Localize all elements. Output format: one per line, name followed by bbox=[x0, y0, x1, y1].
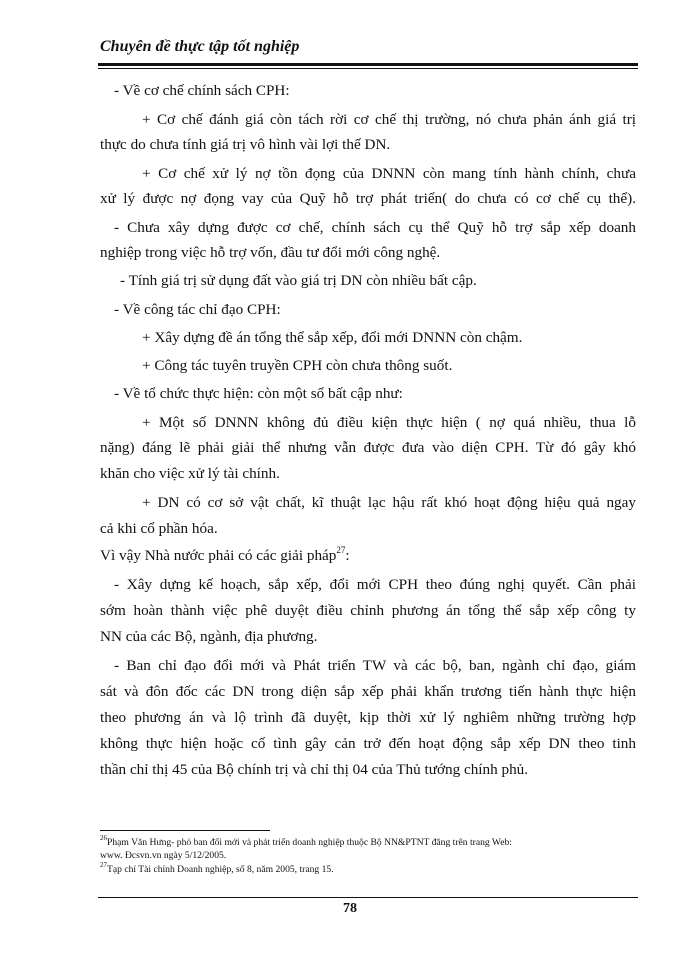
implementation-item-1-line-2: nặng) đáng lẽ phải giải thể nhưng vẫn được đưa vào diện CPH. Từ đó gây khó bbox=[100, 439, 636, 456]
footnote-27-text: Tạp chí Tài chính Doanh nghiệp, số 8, năm 2005, trang 15. bbox=[107, 864, 334, 875]
page-header-title: Chuyên đề thực tập tốt nghiệp bbox=[100, 38, 300, 55]
implementation-item-2-line-2: cả khi cổ phần hóa. bbox=[100, 520, 218, 537]
solution-1-line-1: - Xây dựng kế hoạch, sắp xếp, đổi mới CPH theo đúng nghị quyết. Cần phải bbox=[114, 576, 636, 593]
solutions-intro-colon: : bbox=[345, 547, 350, 564]
solution-2-line-3: theo phương án và lộ trình đã duyệt, kịp thời xử lý nghiêm những trường hợp bbox=[100, 709, 636, 726]
implementation-item-1-line-1: + Một số DNNN không đủ điều kiện thực hiện ( nợ quá nhiều, thua lỗ bbox=[142, 414, 636, 431]
policy-item-3-line-2: nghiệp trong việc hỗ trợ vốn, đầu tư đổi mới công nghệ. bbox=[100, 244, 441, 261]
policy-item-2-line-1: + Cơ chế xử lý nợ tồn đọng của DNNN còn mang tính hành chính, chưa bbox=[142, 165, 636, 182]
footnote-ref-27[interactable]: 27 bbox=[336, 544, 346, 555]
footer-rule bbox=[98, 897, 638, 898]
policy-item-3-line-1: - Chưa xây dựng được cơ chế, chính sách cụ thể Quỹ hỗ trợ sắp xếp doanh bbox=[114, 219, 636, 236]
footnote-27-number: 27 bbox=[100, 860, 107, 869]
policy-item-1-line-1: + Cơ chế đánh giá còn tách rời cơ chế thị trường, nó chưa phản ánh giá trị bbox=[142, 111, 636, 128]
solution-2-line-4: không thực hiện hoặc cố tình gây cản trở đến hoạt động sắp xếp DN theo tinh bbox=[100, 735, 636, 752]
footnote-26-line-1 bbox=[100, 833, 512, 849]
solution-1-line-2: sớm hoàn thành việc phê duyệt điều chỉnh phương án tổng thể sắp xếp công ty bbox=[100, 602, 636, 619]
policy-item-1-line-2: thực do chưa tính giá trị vô hình vài lợi thế DN. bbox=[100, 136, 391, 153]
implementation-item-2-line-1: + DN có cơ sở vật chất, kĩ thuật lạc hậu rất khó hoạt động hiệu quả ngay bbox=[142, 494, 636, 511]
implementation-heading: - Về tổ chức thực hiện: còn một số bất cập như: bbox=[114, 385, 403, 402]
header-rule-thick bbox=[98, 63, 638, 66]
policy-item-2-line-2: xử lý được nợ đọng vay của Quỹ hỗ trợ phát triển( do chưa có cơ chế cụ thể). bbox=[100, 190, 636, 207]
solution-2-line-5: thần chỉ thị 45 của Bộ chính trị và chỉ thị 04 của Thủ tướng chính phủ. bbox=[100, 761, 529, 778]
direction-item-1: + Xây dựng đề án tổng thể sắp xếp, đổi mới DNNN còn chậm. bbox=[142, 329, 523, 346]
solution-1-line-3: NN của các Bộ, ngành, địa phương. bbox=[100, 628, 318, 645]
footnote-26-number: 26 bbox=[100, 833, 107, 842]
page-number: 78 bbox=[343, 901, 357, 916]
policy-item-4: - Tính giá trị sử dụng đất vào giá trị DN còn nhiều bất cập. bbox=[120, 272, 477, 289]
footnote-27 bbox=[100, 860, 334, 876]
solutions-intro bbox=[100, 546, 636, 566]
direction-item-2: + Công tác tuyên truyền CPH còn chưa thông suốt. bbox=[142, 357, 453, 374]
solution-2-line-2: sát và đôn đốc các DN trong diện sắp xếp phải khẩn trương tiến hành thực hiện bbox=[100, 683, 636, 700]
header-rule-thin bbox=[98, 68, 638, 69]
implementation-item-1-line-3: khăn cho việc xử lý tài chính. bbox=[100, 465, 280, 482]
direction-heading: - Về công tác chỉ đạo CPH: bbox=[114, 301, 281, 318]
footnote-26-text: Phạm Văn Hưng- phó ban đổi mới và phát triển doanh nghiệp thuộc Bộ NN&PTNT đăng trên trang Web: bbox=[107, 837, 512, 848]
footnote-26-line-2: www. Đcsvn.vn ngày 5/12/2005. bbox=[100, 850, 227, 861]
footnote-separator bbox=[100, 830, 270, 831]
solution-2-line-1: - Ban chỉ đạo đổi mới và Phát triển TW và các bộ, ban, ngành chỉ đạo, giám bbox=[114, 657, 636, 674]
solutions-intro-text: Vì vậy Nhà nước phải có các giải pháp bbox=[100, 547, 337, 564]
policy-heading: - Về cơ chế chính sách CPH: bbox=[114, 82, 290, 99]
